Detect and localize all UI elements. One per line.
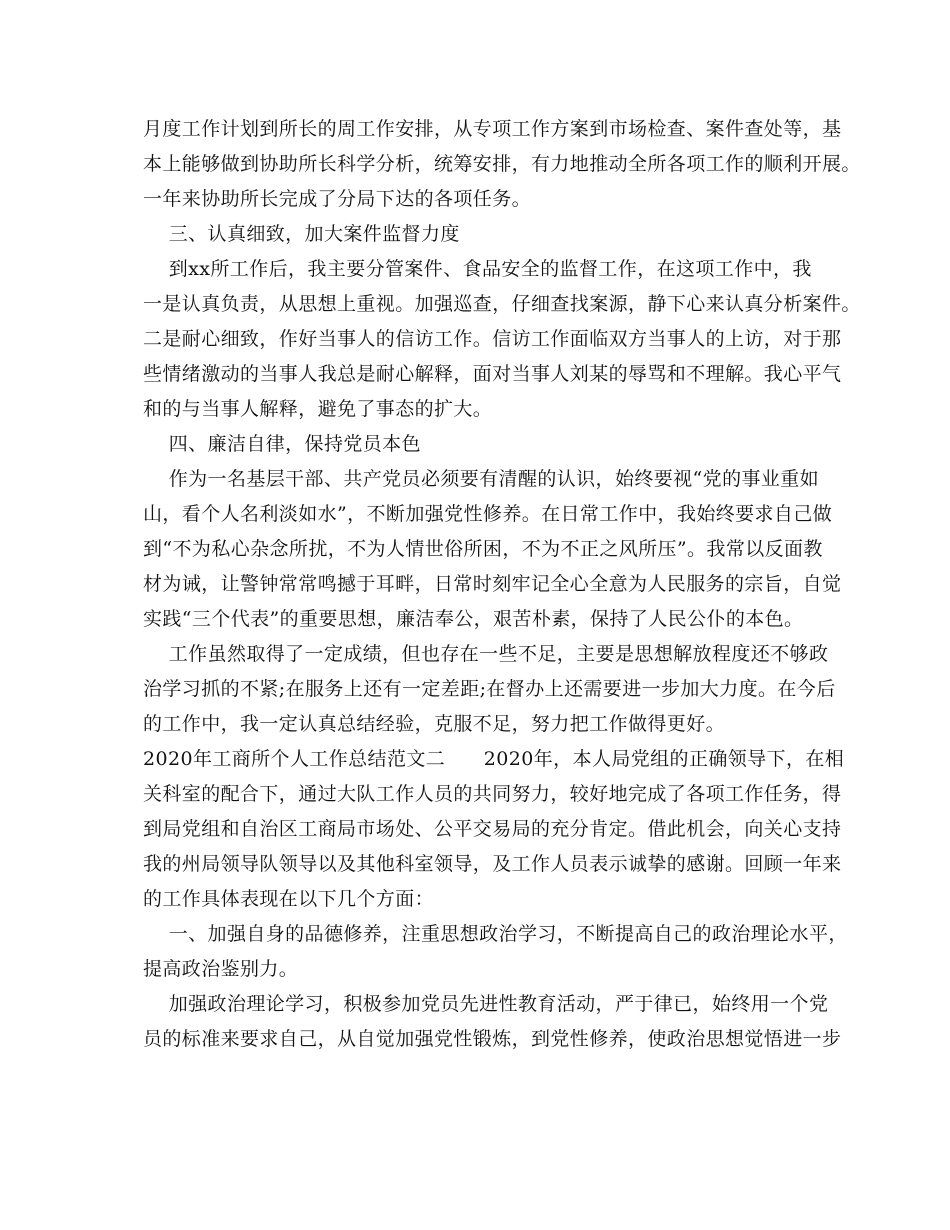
text-line: 月度工作计划到所长的周工作安排，从专项工作方案到市场检查、案件查处等，基 [143,118,842,140]
text-line: 一、加强自身的品德修养，注重思想政治学习，不断提高自己的政治理论水平， [143,923,848,945]
text-line: 员的标准来要求自己，从自觉加强党性锻炼，到党性修养，使政治思想觉悟进一步 [143,1028,842,1050]
text-line: 治学习抓的不紧;在服务上还有一定差距;在督办上还需要进一步加大力度。在今后 [143,678,836,700]
text-line: 四、廉洁自律，保持党员本色 [143,433,421,455]
text-line: 工作虽然取得了一定成绩，但也存在一些不足，主要是思想解放程度还不够政 [143,643,829,665]
text-line: 二是耐心细致，作好当事人的信访工作。信访工作面临双方当事人的上访，对于那 [143,328,842,350]
text-line: 一年来协助所长完成了分局下达的各项任务。 [143,188,532,210]
text-line: 到xx所工作后，我主要分管案件、食品安全的监督工作，在这项工作中，我 [143,258,812,280]
text-line: 提高政治鉴别力。 [143,958,299,980]
text-line: 山，看个人名利淡如水”，不断加强党性修养。在日常工作中，我始终要求自己做 [143,503,833,525]
text-line: 的工作具体表现在以下几个方面： [143,888,435,910]
text-line: 2020年工商所个人工作总结范文二 2020年，本人局党组的正确领导下，在相 [143,748,845,770]
text-line: 些情绪激动的当事人我总是耐心解释，面对当事人刘某的辱骂和不理解。我心平气 [143,363,842,385]
text-line: 到“不为私心杂念所扰，不为人情世俗所困，不为不正之风所压”。我常以反面教 [143,538,823,560]
text-line: 作为一名基层干部、共产党员必须要有清醒的认识，始终要视“党的事业重如 [143,468,820,490]
text-line: 材为诫，让警钟常常鸣撼于耳畔，日常时刻牢记全心全意为人民服务的宗旨，自觉 [143,573,842,595]
text-line: 到局党组和自治区工商局市场处、公平交易局的充分肯定。借此机会，向关心支持 [143,818,842,840]
text-line: 和的与当事人解释，避免了事态的扩大。 [143,398,493,420]
text-line: 实践“三个代表”的重要思想，廉洁奉公，艰苦朴素，保持了人民公仆的本色。 [143,608,804,630]
text-line: 的工作中，我一定认真总结经验，克服不足，努力把工作做得更好。 [143,713,726,735]
text-line: 加强政治理论学习，积极参加党员先进性教育活动，严于律已，始终用一个党 [143,993,829,1015]
text-line: 我的州局领导队领导以及其他科室领导，及工作人员表示诚挚的感谢。回顾一年来 [143,853,842,875]
text-line: 一是认真负责，从思想上重视。加强巡查，仔细查找案源，静下心来认真分析案件。 [143,293,861,315]
text-line: 关科室的配合下，通过大队工作人员的共同努力，较好地完成了各项工作任务，得 [143,783,842,805]
text-line: 三、认真细致，加大案件监督力度 [143,223,460,245]
text-line: 本上能够做到协助所长科学分析，统筹安排，有力地推动全所各项工作的顺利开展。 [143,153,861,175]
